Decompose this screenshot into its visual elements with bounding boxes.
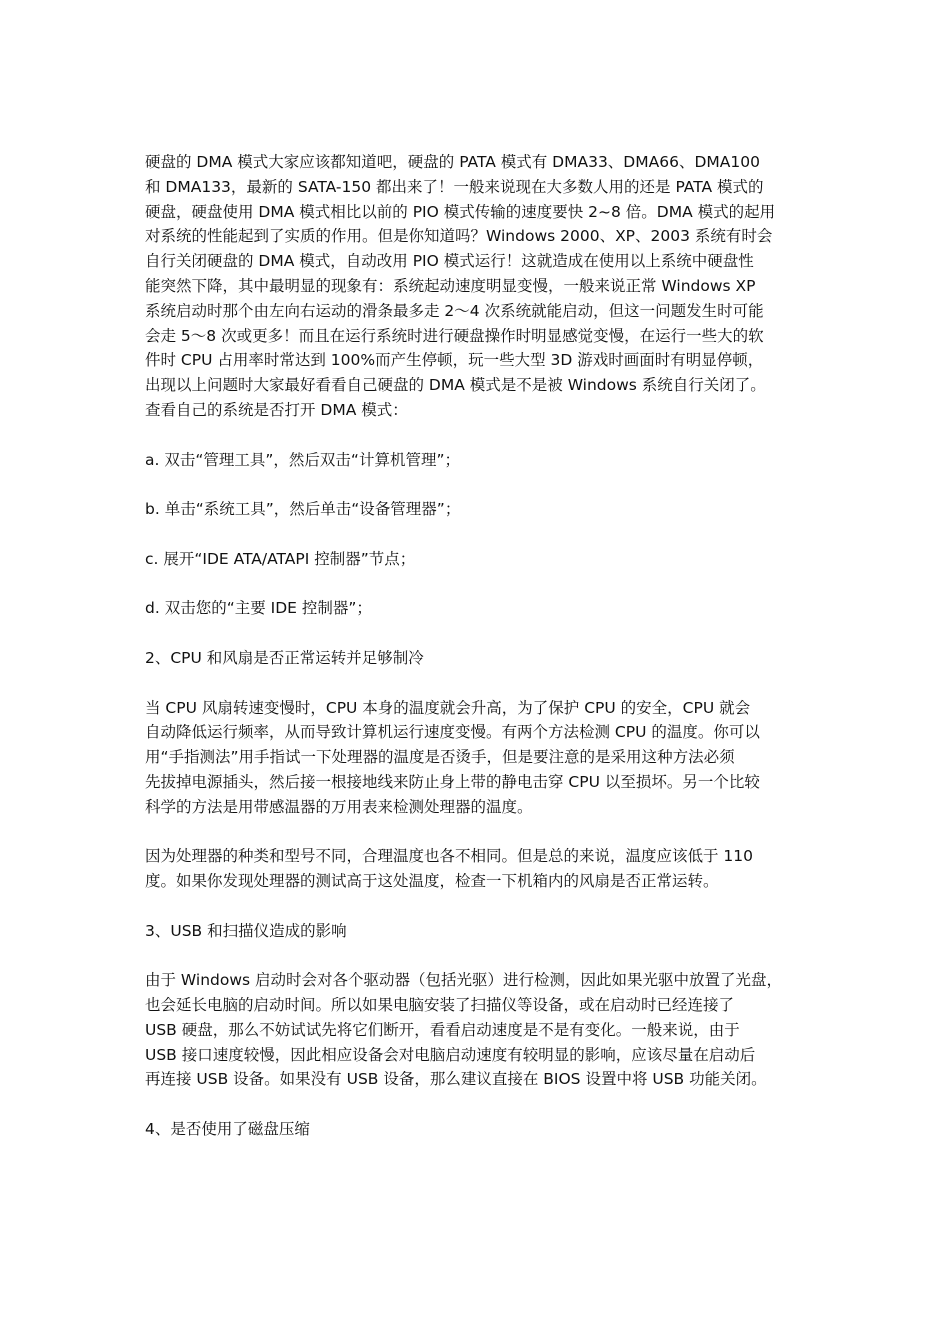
text-line: 也会延长电脑的启动时间。所以如果电脑安装了扫描仪等设备，或在启动时已经连接了	[145, 996, 735, 1015]
text-line: 查看自己的系统是否打开 DMA 模式：	[145, 400, 408, 419]
document-body	[145, 150, 815, 1142]
text-line: 件时 CPU 占用率时常达到 100%而产生停顿，玩一些大型 3D 游戏时画面时有明显停顿，	[145, 351, 764, 370]
step-d: d. 双击您的“主要 IDE 控制器”；	[145, 599, 372, 618]
text-line: 自行关闭硬盘的 DMA 模式，自动改用 PIO 模式运行！这就造成在使用以上系统中硬盘性	[145, 252, 754, 271]
paragraph-spacer	[145, 944, 815, 969]
text-line: 出现以上问题时大家最好看看自己硬盘的 DMA 模式是不是被 Windows 系统自行关闭了。	[145, 376, 766, 395]
paragraph-spacer	[145, 1092, 815, 1117]
paragraph-spacer	[145, 621, 815, 646]
paragraph-spacer	[145, 894, 815, 919]
step-b: b. 单击“系统工具”，然后单击“设备管理器”；	[145, 500, 461, 519]
text-line: 和 DMA133，最新的 SATA-150 都出来了！一般来说现在大多数人用的还是 PATA 模式的	[145, 177, 764, 196]
text-line: 系统启动时那个由左向右运动的滑条最多走 2～4 次系统就能启动，但这一问题发生时可能	[145, 301, 764, 320]
text-line: USB 硬盘，那么不妨试试先将它们断开，看看启动速度是不是有变化。一般来说，由于	[145, 1020, 740, 1039]
text-line: 科学的方法是用带感温器的万用表来检测处理器的温度。	[145, 797, 533, 816]
paragraph-spacer	[145, 472, 815, 497]
section-heading-3: 3、USB 和扫描仪造成的影响	[145, 921, 347, 940]
text-line: 因为处理器的种类和型号不同，合理温度也各不相同。但是总的来说，温度应该低于 110	[145, 847, 754, 866]
intro-paragraph	[145, 150, 815, 423]
paragraph-spacer	[145, 423, 815, 448]
section-heading-4: 4、是否使用了磁盘压缩	[145, 1120, 310, 1139]
temperature-paragraph	[145, 844, 815, 894]
section-heading-2: 2、CPU 和风扇是否正常运转并足够制冷	[145, 648, 424, 667]
text-line: 先拔掉电源插头，然后接一根接地线来防止身上带的静电击穿 CPU 以至损坏。另一个比较	[145, 772, 760, 791]
step-c: c. 展开“IDE ATA/ATAPI 控制器”节点；	[145, 549, 416, 568]
text-line: 由于 Windows 启动时会对各个驱动器（包括光驱）进行检测，因此如果光驱中放置了光盘，	[145, 971, 783, 990]
text-line: 再连接 USB 设备。如果没有 USB 设备，那么建议直接在 BIOS 设置中将 USB 功能关闭。	[145, 1070, 767, 1089]
text-line: 硬盘的 DMA 模式大家应该都知道吧，硬盘的 PATA 模式有 DMA33、DMA66、DMA100	[145, 153, 760, 171]
text-line: USB 接口速度较慢，因此相应设备会对电脑启动速度有较明显的影响，应该尽量在启动后	[145, 1045, 756, 1064]
paragraph-spacer	[145, 820, 815, 845]
step-a: a. 双击“管理工具”，然后双击“计算机管理”；	[145, 450, 460, 469]
text-line: 用“手指测法”用手指试一下处理器的温度是否烫手，但是要注意的是采用这种方法必须	[145, 748, 735, 767]
text-line: 对系统的性能起到了实质的作用。但是你知道吗？Windows 2000、XP、2003 系统有时会	[145, 227, 773, 246]
text-line: 自动降低运行频率，从而导致计算机运行速度变慢。有两个方法检测 CPU 的温度。你可以	[145, 723, 760, 742]
text-line: 硬盘，硬盘使用 DMA 模式相比以前的 PIO 模式传输的速度要快 2~8 倍。DMA 模式的起用	[145, 202, 776, 221]
paragraph-spacer	[145, 522, 815, 547]
cpu-paragraph	[145, 696, 815, 820]
text-line: 度。如果你发现处理器的测试高于这处温度，检查一下机箱内的风扇是否正常运转。	[145, 872, 719, 891]
paragraph-spacer	[145, 671, 815, 696]
text-line: 能突然下降，其中最明显的现象有：系统起动速度明显变慢，一般来说正常 Windows XP	[145, 276, 756, 295]
paragraph-spacer	[145, 572, 815, 597]
usb-paragraph	[145, 968, 815, 1092]
text-line: 会走 5～8 次或更多！而且在运行系统时进行硬盘操作时明显感觉变慢，在运行一些大的软	[145, 326, 764, 345]
text-line: 当 CPU 风扇转速变慢时，CPU 本身的温度就会升高，为了保护 CPU 的安全，CPU 就会	[145, 698, 751, 717]
